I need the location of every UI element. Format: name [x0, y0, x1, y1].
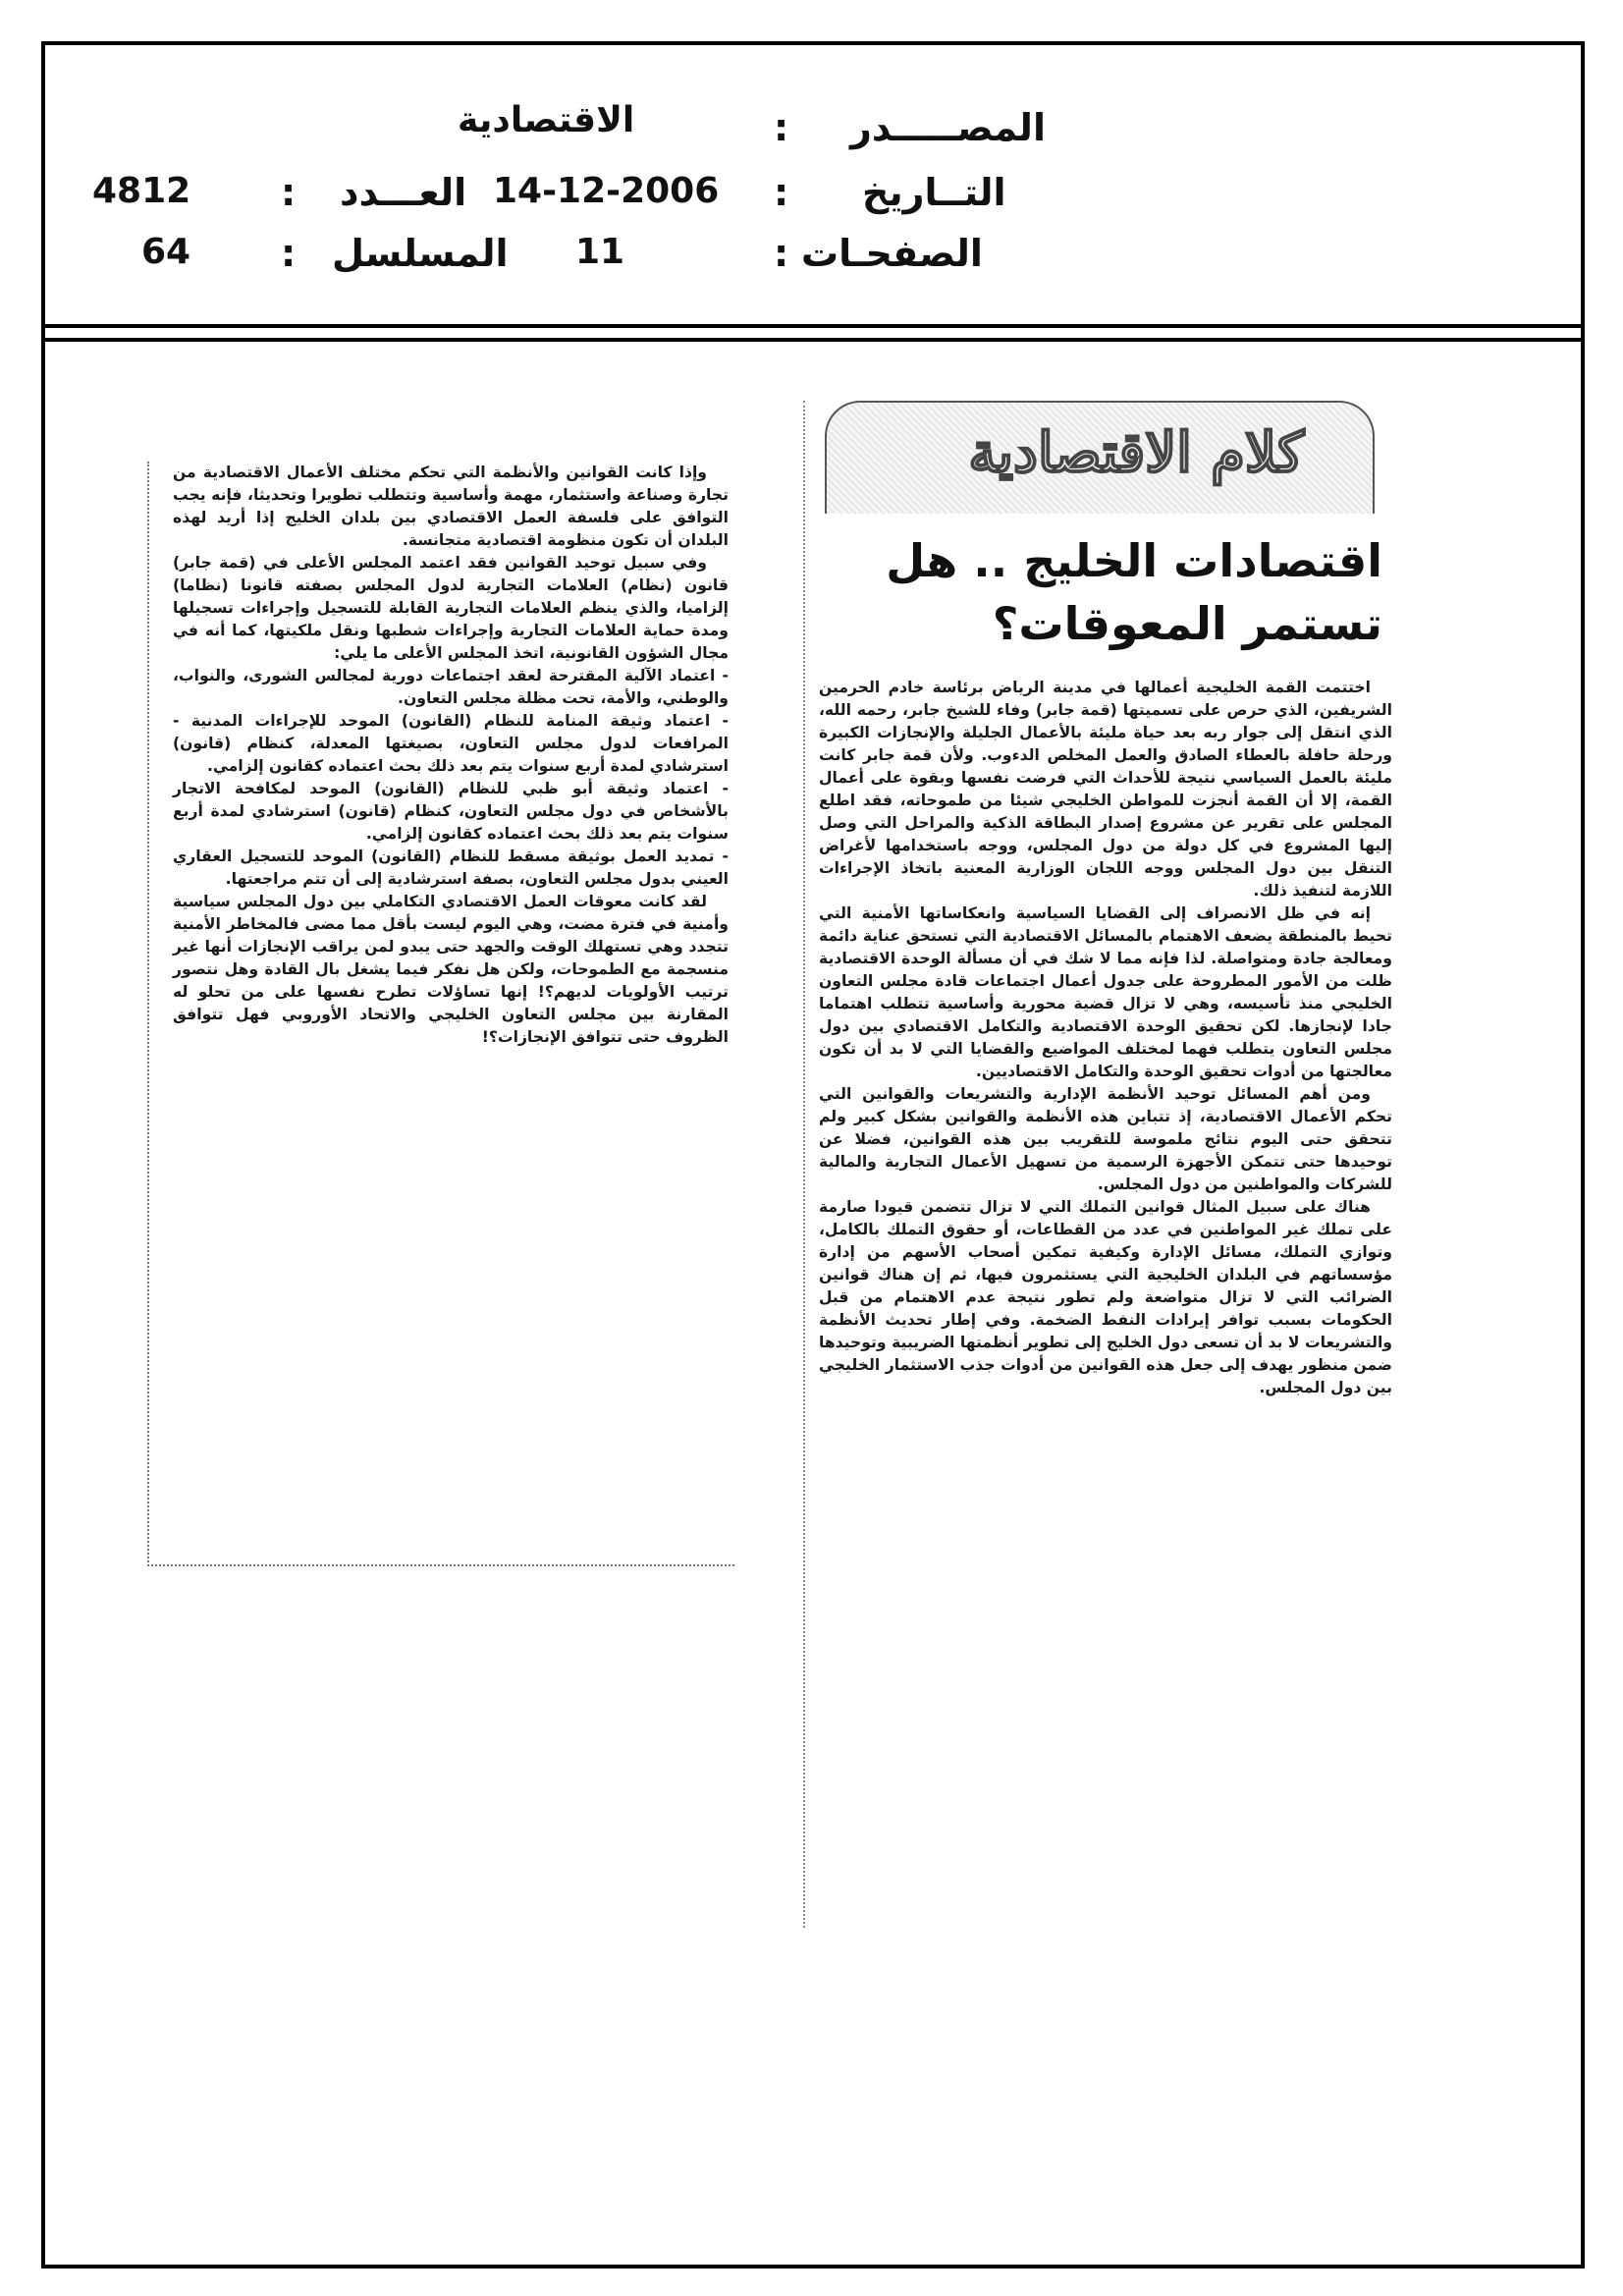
paragraph: لقد كانت معوقات العمل الاقتصادي التكاملي بين دول المجلس سياسية وأمنية في فترة مضت، وهي اليوم ليست بأقل مما مضى فالمخاطر الأمنية تتجدد وهي تستهلك الوقت والجهد حتى يبدو لمن يراقب الإنجازات أنها غير منسجمة مع الطموحات، ولكن هل نفكر فيما يشغل بال القادة وهل نتصور ترتيب الأولويات لديهم؟! إنها تساؤلات تطرح نفسها على من تحلو له المقارنة بين مجلس التعاون الخليجي والاتحاد الأوروبي فهل تتوافق الظروف حتى تتوافق الإنجازات؟!	[173, 893, 729, 1046]
paragraph: وإذا كانت القوانين والأنظمة التي تحكم مختلف الأعمال الاقتصادية من تجارة وصناعة واستثمار، مهمة وأساسية وتتطلب تطويرا وتحديثا، فإنه يجب التوافق على فلسفة العمل الاقتصادي بين بلدان الخليج إذا أريد لهذه البلدان أن تكون منظومة اقتصادية متجانسة.	[173, 464, 729, 549]
paragraph: اختتمت القمة الخليجية أعمالها في مدينة الرياض برئاسة خادم الحرمين الشريفين، الذي حرص على تسميتها (قمة جابر) وفاء للشيخ جابر، رحمه الله، الذي انتقل إلى جوار ربه بعد حياة مليئة بالأعمال الجليلة والإنجازات الكبيرة ورحلة حافلة بالعطاء الصادق والعمل المخلص الدءوب. ولأن قمة جابر كانت مليئة بالعمل السياسي نتيجة للأحداث التي فرضت نفسها وبقوة على أعمال القمة، إلا أن القمة أنجزت للمواطن الخليجي شيئا من طموحاته، فقد اطلع المجلس على تقرير عن مشروع إصدار البطاقة الذكية والمراحل التي وصل إليها المشروع في كل دولة من دول المجلس، ووجه باستخدامها لأغراض التنقل بين دول المجلس ووجه اللجان الوزارية المعنية باتخاذ الإجراءات اللازمة لتنفيذ ذلك.	[819, 679, 1392, 900]
serial-label: المسلسل	[332, 232, 509, 275]
date-value: 14-12-2006	[493, 171, 720, 211]
date-colon: :	[774, 171, 789, 214]
issue-colon: :	[281, 171, 297, 214]
serial-colon: :	[281, 232, 297, 275]
source-value: الاقتصادية	[458, 100, 635, 140]
article-right-column	[803, 401, 1392, 1928]
article-title: اقتصادات الخليج .. هل تستمر المعوقات؟	[886, 534, 1382, 650]
list-item: - تمديد العمل بوثيقة مسقط للنظام (القانون) الموحد للتسجيل العقاري العيني بدول مجلس التعاون، بصفة استرشادية إلى أن تتم مراجعتها.	[173, 847, 729, 888]
column-banner	[825, 401, 1375, 514]
issue-label: العـــدد	[340, 171, 467, 214]
banner-text: كلام الاقتصادية	[968, 420, 1304, 485]
date-label: التــاريخ	[862, 171, 1006, 214]
article-body-right	[819, 677, 1392, 1399]
source-colon: :	[774, 106, 789, 149]
paragraph: إنه في ظل الانصراف إلى القضايا السياسية وانعكاساتها الأمنية التي تحيط بالمنطقة يضعف الاهتمام بالمسائل الاقتصادية التي تستحق عناية دائمة ومعالجة جادة ومتواصلة. لذا فإنه مما لا شك في أن مسألة الوحدة الاقتصادية ظلت من الأمور المطروحة على جدول أعمال اجتماعات قادة مجلس التعاون الخليجي منذ تأسيسه، وهي لا تزال قضية محورية وأساسية تتطلب اهتماما جادا لإنجازها. لكن تحقيق الوحدة الاقتصادية والتكامل الاقتصادي بين دول مجلس التعاون يتطلب فهما لمختلف المواضيع والقضايا التي لا بد أن تكون معالجتها من أدوات تحقيق الوحدة والتكامل الاقتصاديين.	[819, 904, 1392, 1080]
issue-value: 4812	[92, 171, 191, 211]
list-item: - اعتماد الآلية المقترحة لعقد اجتماعات دورية لمجالس الشورى، والنواب، والوطني، والأمة، تحت مظلة مجلس التعاون.	[173, 667, 729, 707]
article-body-left	[173, 462, 729, 1049]
list-item: - اعتماد وثيقة أبو ظبي للنظام (القانون) الموحد لمكافحة الاتجار بالأشخاص في دول مجلس التعاون، كنظام (قانون) استرشادي لمدة أربع سنوات يتم بعد ذلك بحث اعتماده كقانون إلزامي.	[173, 780, 729, 843]
serial-value: 64	[141, 232, 191, 272]
document-header	[45, 45, 1581, 328]
pages-colon: :	[774, 232, 789, 275]
source-label: المصـــــدر	[850, 106, 1046, 149]
paragraph: وفي سبيل توحيد القوانين فقد اعتمد المجلس الأعلى في (قمة جابر) قانون (نظام) العلامات التجارية لدول المجلس بصفته قانونا (نظاما) إلزاميا، والذي ينظم العلامات التجارية القابلة للتسجيل وإجراءات تسجيلها ومدة حماية العلامات التجارية وإجراءات شطبها ونقل ملكيتها، كما أنه في مجال الشؤون القانونية، اتخذ المجلس الأعلى ما يلي:	[173, 554, 729, 662]
paragraph: ومن أهم المسائل توحيد الأنظمة الإدارية والتشريعات والقوانين التي تحكم الأعمال الاقتصادية، إذ تتباين هذه الأنظمة والقوانين بشكل كبير ولم تتحقق حتى اليوم نتائج ملموسة للتقريب بين هذه القوانين، فضلا عن توحيدها حتى تتمكن الأجهزة الرسمية من تسهيل الأعمال التجارية والمالية للشركات والمواطنين من دول المجلس.	[819, 1085, 1392, 1193]
paragraph: هناك على سبيل المثال قوانين التملك التي لا تزال تتضمن قيودا صارمة على تملك غير المواطنين في عدد من القطاعات، أو حقوق التملك بالكامل، وتوازي التملك، مسائل الإدارة وكيفية تمكين أصحاب الأسهم من إدارة مؤسساتهم في البلدان الخليجية التي يستثمرون فيها، ثم إن هناك قوانين الضرائب التي لا تزال متواضعة ولم تطور نتيجة عدم الاهتمام من قبل الحكومات بسبب توافر إيرادات النفط الضخمة. وفي إطار تحديث الأنظمة والتشريعات لا بد أن تسعى دول الخليج إلى تطوير أنظمتها الضريبية وتوحيدها ضمن منظور يهدف إلى جعل هذه القوانين من أدوات جذب الاستثمار الخليجي بين دول المجلس.	[819, 1198, 1392, 1396]
article-left-column	[147, 462, 734, 1566]
pages-value: 11	[575, 232, 625, 272]
list-item: - اعتماد وثيقة المنامة للنظام (القانون) الموحد للإجراءات المدنية - المرافعات لدول مجلس التعاون، بصيغتها المعدلة، كنظام (قانون) استرشادي لمدة أربع سنوات يتم بعد ذلك بحث اعتماده كقانون إلزامي.	[173, 712, 729, 775]
pages-label: الصفحـات	[801, 232, 983, 275]
header-divider	[45, 338, 1581, 342]
